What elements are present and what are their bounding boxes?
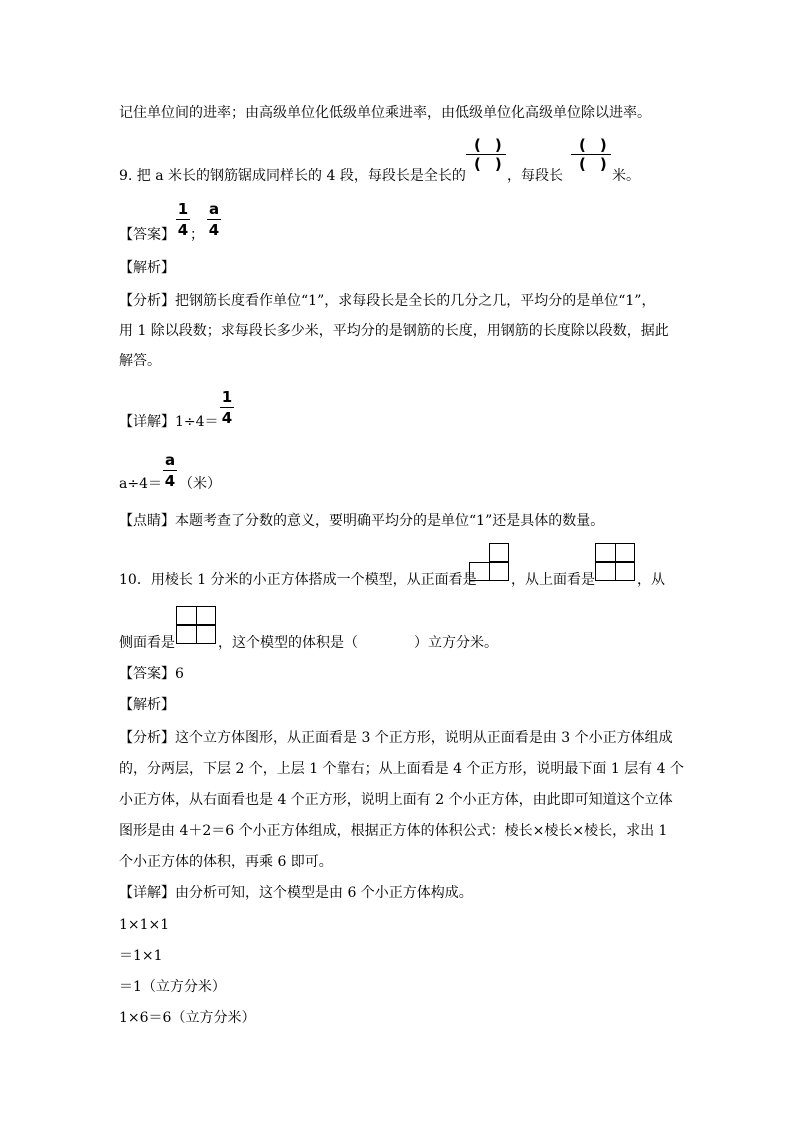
q10-text-part4: 侧面看是 bbox=[119, 635, 175, 651]
q10-fenxi-line-5: 个小正方体的体积，再乘 6 即可。 bbox=[119, 854, 333, 870]
q10-text-part1: 10．用棱长 1 分米的小正方体搭成一个模型，从正面看是 bbox=[119, 572, 477, 588]
side-view-cell bbox=[176, 606, 197, 625]
side-view-cell bbox=[196, 606, 216, 625]
q10-calc-line-1: 1×1×1 bbox=[119, 917, 170, 933]
q9-answer-label: 【答案】 bbox=[119, 227, 175, 243]
q10-text-part5: ，这个模型的体积是（ ）立方分米。 bbox=[218, 635, 498, 651]
q9-blank-fraction-2 bbox=[571, 136, 621, 173]
denominator: 4 bbox=[221, 409, 233, 427]
dianjing-label: 【点睛】 bbox=[119, 513, 175, 529]
front-view-diagram bbox=[469, 543, 511, 583]
q10-calc-line-4: 1×6＝6（立方分米） bbox=[119, 1010, 256, 1026]
xiangjie-text: 由分析可知，这个模型是由 6 个小正方体构成。 bbox=[175, 885, 473, 901]
side-view-cell bbox=[176, 625, 197, 644]
side-view-cell bbox=[196, 625, 216, 644]
q9-text-part1: 9. 把 a 米长的钢筋锯成同样长的 4 段，每段长是全长的 bbox=[119, 168, 466, 184]
q10-fenxi-line-3: 小正方体，从右面看也是 4 个正方形，说明上面有 2 个小正方体，由此即可知道这个立体 bbox=[119, 792, 673, 808]
numerator: 1 bbox=[221, 388, 233, 406]
q9-text-part3: 米。 bbox=[612, 168, 640, 184]
intro-text: 记住单位间的进率；由高级单位化低级单位乘进率，由低级单位化高级单位除以进率。 bbox=[119, 105, 651, 121]
fenxi-text: 这个立方体图形，从正面看是 3 个正方形，说明从正面看是由 3 个小正方体组成 bbox=[175, 730, 673, 746]
denominator: 4 bbox=[177, 221, 189, 239]
q9-jiexi-heading: 【解析】 bbox=[119, 260, 175, 276]
top-view-cell bbox=[615, 543, 635, 562]
blank-numerator: () bbox=[579, 136, 621, 154]
q9-dianjing-line bbox=[119, 511, 604, 531]
top-view-diagram bbox=[595, 543, 637, 583]
q9-answer-fraction-2 bbox=[207, 201, 221, 238]
front-view-cell bbox=[469, 562, 490, 581]
numerator: a bbox=[164, 451, 176, 469]
q9-xiangjie-fraction-1 bbox=[220, 389, 234, 426]
top-view-cell bbox=[595, 562, 616, 581]
blank-numerator: () bbox=[474, 136, 516, 154]
denominator: 4 bbox=[208, 221, 220, 239]
xiangjie-label: 【详解】 bbox=[119, 414, 175, 430]
q10-calc-line-2: ＝1×1 bbox=[119, 948, 163, 964]
q9-xiangjie-unit: （米） bbox=[179, 476, 221, 492]
q10-fenxi-line-4: 图形是由 4＋2＝6 个小正方体组成，根据正方体的体积公式：棱长×棱长×棱长，求出 1 bbox=[119, 823, 668, 839]
q10-answer-line bbox=[119, 664, 184, 684]
xiangjie-label: 【详解】 bbox=[119, 885, 175, 901]
q10-text-part2: ，从上面看是 bbox=[511, 572, 595, 588]
denominator: 4 bbox=[164, 472, 176, 490]
q9-fenxi-line-1 bbox=[119, 291, 655, 311]
q9-text-part2: ，每段长 bbox=[507, 168, 563, 184]
answer-label: 【答案】 bbox=[119, 666, 175, 682]
q9-answer-fraction-1 bbox=[176, 201, 190, 238]
side-view-diagram bbox=[176, 606, 218, 646]
q9-fenxi-line-3: 解答。 bbox=[119, 353, 161, 369]
fenxi-label: 【分析】 bbox=[119, 730, 175, 746]
q9-xiangjie-line-1 bbox=[119, 412, 219, 432]
front-view-cell bbox=[489, 562, 509, 581]
q10-fenxi-line-2: 的，分两层，下层 2 个，上层 1 个靠右；从上面看是 4 个正方形，说明最下面 1 层有 4 个 bbox=[119, 761, 685, 777]
numerator: a bbox=[208, 200, 220, 218]
fenxi-text: 把钢筋长度看作单位“1”，求每段长是全长的几分之几，平均分的是单位“1”， bbox=[175, 293, 656, 309]
q9-blank-fraction-1 bbox=[466, 136, 516, 173]
xiangjie-expr: 1÷4＝ bbox=[175, 414, 219, 430]
q10-jiexi-heading: 【解析】 bbox=[119, 697, 175, 713]
q10-fenxi-line-1 bbox=[119, 728, 673, 748]
q9-answer-separator: ； bbox=[190, 227, 204, 243]
fenxi-label: 【分析】 bbox=[119, 293, 175, 309]
q10-calc-line-3: ＝1（立方分米） bbox=[119, 979, 226, 995]
answer-value: 6 bbox=[175, 666, 184, 682]
q9-fenxi-line-2: 用 1 除以段数；求每段长多少米，平均分的是钢筋的长度，用钢筋的长度除以段数，据此 bbox=[119, 323, 669, 339]
blank-denominator: () bbox=[474, 155, 516, 173]
q10-xiangjie-line bbox=[119, 883, 473, 903]
front-view-cell bbox=[489, 543, 509, 562]
dianjing-text: 本题考查了分数的意义，要明确平均分的是单位“1”还是具体的数量。 bbox=[175, 513, 605, 529]
q9-xiangjie-fraction-2 bbox=[163, 452, 177, 489]
blank-denominator: () bbox=[579, 155, 621, 173]
top-view-cell bbox=[595, 543, 616, 562]
q10-text-part3: ，从 bbox=[637, 572, 665, 588]
numerator: 1 bbox=[177, 200, 189, 218]
top-view-cell bbox=[615, 562, 635, 581]
q9-xiangjie-line-2: a÷4＝ bbox=[119, 476, 162, 492]
